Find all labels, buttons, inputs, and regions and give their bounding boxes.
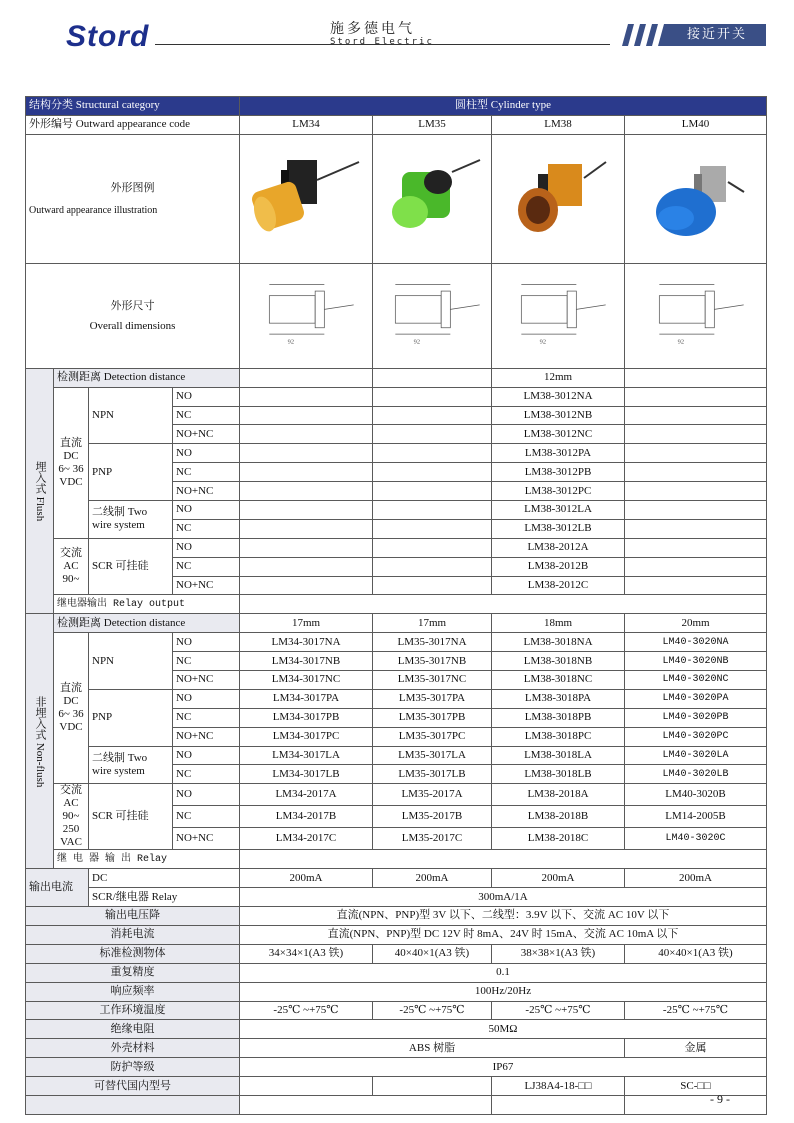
detect-value: 12mm [492, 368, 625, 387]
model-number: LM40-3020NB [625, 652, 767, 671]
model-number: LM35-3017PA [373, 689, 492, 708]
dc-supply-label: 直流 DC 6~ 36 VDC [54, 387, 89, 538]
table-row [26, 614, 767, 633]
model-number: LM38-3018PA [492, 689, 625, 708]
model-number [373, 557, 492, 576]
table-row [26, 368, 767, 387]
model-number: LM38-3012NA [492, 387, 625, 406]
detect-value: 17mm [373, 614, 492, 633]
contact-type: NO [173, 746, 240, 765]
dimension-drawing [641, 274, 751, 354]
model-number: LM38-3018PC [492, 727, 625, 746]
model-number: LM38-3018LB [492, 765, 625, 784]
dimensions-LM40 [625, 263, 767, 368]
model-number: LM38-3012NB [492, 406, 625, 425]
empty-cell [26, 1095, 240, 1114]
output-type: 二线制 Two wire system [89, 501, 173, 539]
table-row [26, 263, 767, 368]
model-number: LM34-3017NB [240, 652, 373, 671]
table-row [26, 1001, 767, 1020]
model-number: LM40-3020LB [625, 765, 767, 784]
empty-cell [240, 1095, 492, 1114]
model-number: LM38-2018C [492, 828, 625, 850]
output-type: PNP [89, 444, 173, 501]
spec-table [25, 96, 767, 1115]
dc-label: DC [89, 869, 240, 888]
table-row [26, 869, 767, 888]
output-type: NPN [89, 633, 173, 690]
company-logo: Stord [66, 20, 150, 53]
model-number [240, 387, 373, 406]
model-number [625, 425, 767, 444]
model-number: LM40-3020PB [625, 708, 767, 727]
relay-label: SCR/继电器 Relay [89, 888, 240, 907]
dimensions-LM38 [492, 263, 625, 368]
model-number: LM35-3017PB [373, 708, 492, 727]
dimension-drawing [251, 274, 361, 354]
model-number [373, 482, 492, 501]
table-row [26, 850, 767, 869]
model-number: LM38-3018NB [492, 652, 625, 671]
page-number: - 9 - [710, 1092, 730, 1106]
contact-type: NO+NC [173, 482, 240, 501]
header-stripes [612, 24, 672, 46]
model-photo-LM35 [373, 134, 492, 263]
model-photo-LM40 [625, 134, 767, 263]
model-number: LM38-2018B [492, 806, 625, 828]
repeat-value: 0.1 [240, 963, 767, 982]
repeat-label: 重复精度 [26, 963, 240, 982]
contact-type: NC [173, 406, 240, 425]
table-row [26, 1058, 767, 1077]
spec-label: 输出电压降 [26, 907, 240, 926]
temp-label: 工作环境温度 [26, 1001, 240, 1020]
model-number [625, 519, 767, 538]
output-current-label: 输出电流 [26, 869, 89, 907]
model-number: LM40-3020LA [625, 746, 767, 765]
lm34-photo [251, 152, 361, 242]
table-row [26, 746, 767, 765]
model-number [373, 387, 492, 406]
alt-model: SC-□□ [625, 1077, 767, 1096]
empty-cell [492, 1095, 625, 1114]
temp-value: -25℃ ~+75℃ [240, 1001, 373, 1020]
model-number: LM34-3017PC [240, 727, 373, 746]
std-object: 34×34×1(A3 铁) [240, 944, 373, 963]
contact-type: NC [173, 708, 240, 727]
model-LM35: LM35 [373, 115, 492, 134]
model-number [625, 501, 767, 520]
output-type: 二线制 Two wire system [89, 746, 173, 784]
model-LM34: LM34 [240, 115, 373, 134]
struct-value: 圆柱型 Cylinder type [240, 97, 767, 116]
model-number: LM38-3012LA [492, 501, 625, 520]
contact-type: NO [173, 501, 240, 520]
model-number: LM35-2017C [373, 828, 492, 850]
detect-value: 17mm [240, 614, 373, 633]
std-object: 38×38×1(A3 铁) [492, 944, 625, 963]
dimension-drawing [503, 274, 613, 354]
illustration-label [26, 134, 240, 263]
temp-value: -25℃ ~+75℃ [492, 1001, 625, 1020]
alt-model [240, 1077, 373, 1096]
ac-supply-label: 交流 AC 90~ 250 VAC [54, 784, 89, 850]
model-number [240, 538, 373, 557]
dimensions-label [26, 263, 240, 368]
model-number [240, 463, 373, 482]
table-row [26, 982, 767, 1001]
model-number [373, 519, 492, 538]
temp-value: -25℃ ~+75℃ [373, 1001, 492, 1020]
material-label: 外壳材料 [26, 1039, 240, 1058]
alt-model: LJ38A4-18-□□ [492, 1077, 625, 1096]
model-number: LM34-2017B [240, 806, 373, 828]
material-value-metal: 金属 [625, 1039, 767, 1058]
model-number: LM38-2012C [492, 576, 625, 595]
std-object-label: 标准检测物体 [26, 944, 240, 963]
model-number: LM34-3017LB [240, 765, 373, 784]
model-number [240, 406, 373, 425]
model-number: LM38-3012PB [492, 463, 625, 482]
lm38-photo [508, 152, 608, 242]
spec-value: 直流(NPN、PNP)型 DC 12V 时 8mA、24V 时 15mA、交流 AC 10mA 以下 [240, 925, 767, 944]
table-row [26, 633, 767, 652]
model-number: LM35-3017NA [373, 633, 492, 652]
model-number: LM38-2018A [492, 784, 625, 806]
material-value: ABS 树脂 [240, 1039, 625, 1058]
output-type: SCR 可挂硅 [89, 538, 173, 595]
table-row [26, 595, 767, 614]
table-row [26, 538, 767, 557]
model-number [373, 576, 492, 595]
model-number: LM38-2012A [492, 538, 625, 557]
relay-output-label: 继 电 器 输 出 Relay [54, 850, 240, 869]
model-number [240, 557, 373, 576]
model-number: LM40-3020NC [625, 671, 767, 690]
relay-current: 300mA/1A [240, 888, 767, 907]
model-LM38: LM38 [492, 115, 625, 134]
model-number [625, 482, 767, 501]
model-number: LM38-3012LB [492, 519, 625, 538]
dc-supply-label: 直流 DC 6~ 36 VDC [54, 633, 89, 784]
relay-empty [240, 850, 767, 869]
model-number [240, 519, 373, 538]
model-number [373, 463, 492, 482]
model-number: LM34-3017PA [240, 689, 373, 708]
lm35-photo [382, 152, 482, 242]
model-number: LM35-2017B [373, 806, 492, 828]
svg-text:92: 92 [539, 338, 547, 346]
ip-label: 防护等级 [26, 1058, 240, 1077]
table-row [26, 925, 767, 944]
contact-type: NC [173, 806, 240, 828]
model-number [625, 406, 767, 425]
flush-label: 埋入式 Flush [26, 368, 54, 614]
model-number: LM34-3017NC [240, 671, 373, 690]
insulation-value: 50MΩ [240, 1020, 767, 1039]
table-row [26, 1020, 767, 1039]
contact-type: NO+NC [173, 576, 240, 595]
table-row [26, 1077, 767, 1096]
output-type: PNP [89, 689, 173, 746]
model-photo-LM34 [240, 134, 373, 263]
contact-type: NO+NC [173, 828, 240, 850]
company-name-en: Stord Electric [330, 37, 434, 47]
contact-type: NO [173, 689, 240, 708]
table-row [26, 134, 767, 263]
code-label: 外形编号 Outward appearance code [26, 115, 240, 134]
table-row [26, 784, 767, 806]
detect-value [240, 368, 373, 387]
table-row [26, 115, 767, 134]
model-number: LM40-3020B [625, 784, 767, 806]
std-object: 40×40×1(A3 铁) [625, 944, 767, 963]
model-number: LM40-3020PA [625, 689, 767, 708]
contact-type: NO+NC [173, 425, 240, 444]
model-number [373, 425, 492, 444]
contact-type: NO [173, 784, 240, 806]
model-number [240, 482, 373, 501]
table-row [26, 907, 767, 926]
model-number: LM38-3012PC [492, 482, 625, 501]
contact-type: NC [173, 765, 240, 784]
model-number: LM38-3018NA [492, 633, 625, 652]
contact-type: NO [173, 387, 240, 406]
model-number: LM35-2017A [373, 784, 492, 806]
model-number: LM38-3018LA [492, 746, 625, 765]
model-number [240, 425, 373, 444]
output-type: NPN [89, 387, 173, 444]
dimension-drawing [377, 274, 487, 354]
detect-value [373, 368, 492, 387]
model-number [240, 501, 373, 520]
svg-text:92: 92 [287, 338, 295, 346]
contact-type: NO [173, 633, 240, 652]
detect-value: 20mm [625, 614, 767, 633]
model-number: LM38-2012B [492, 557, 625, 576]
table-row [26, 1039, 767, 1058]
contact-type: NO+NC [173, 671, 240, 690]
model-number: LM40-3020PC [625, 727, 767, 746]
model-number: LM14-2005B [625, 806, 767, 828]
spec-label: 消耗电流 [26, 925, 240, 944]
detect-label: 检测距离 Detection distance [54, 614, 240, 633]
model-number: LM40-3020C [625, 828, 767, 850]
table-row [26, 1095, 767, 1114]
table-row [26, 387, 767, 406]
alt-label: 可替代国内型号 [26, 1077, 240, 1096]
contact-type: NO [173, 538, 240, 557]
table-row [26, 689, 767, 708]
dimensions-LM34 [240, 263, 373, 368]
nonflush-label: 非埋入式 Non-flush [26, 614, 54, 869]
freq-label: 响应频率 [26, 982, 240, 1001]
model-number [625, 538, 767, 557]
empty-cell [625, 1095, 767, 1114]
dc-current: 200mA [240, 869, 373, 888]
model-number: LM34-2017C [240, 828, 373, 850]
model-number: LM38-3012PA [492, 444, 625, 463]
illustration-label-en: Outward appearance illustration [29, 204, 158, 216]
table-row [26, 97, 767, 116]
detect-value: 18mm [492, 614, 625, 633]
relay-output-label: 继电器输出 Relay output [54, 595, 240, 614]
model-number [625, 444, 767, 463]
model-number [373, 406, 492, 425]
model-number [240, 444, 373, 463]
model-number: LM35-3017LA [373, 746, 492, 765]
model-photo-LM38 [492, 134, 625, 263]
freq-value: 100Hz/20Hz [240, 982, 767, 1001]
table-row [26, 501, 767, 520]
contact-type: NC [173, 557, 240, 576]
model-number: LM35-3017NB [373, 652, 492, 671]
detect-label: 检测距离 Detection distance [54, 368, 240, 387]
contact-type: NC [173, 519, 240, 538]
dc-current: 200mA [373, 869, 492, 888]
model-number [373, 501, 492, 520]
temp-value: -25℃ ~+75℃ [625, 1001, 767, 1020]
svg-text:92: 92 [413, 338, 421, 346]
model-number: LM40-3020NA [625, 633, 767, 652]
category-badge: 接近开关 [668, 24, 766, 46]
model-LM40: LM40 [625, 115, 767, 134]
table-row [26, 444, 767, 463]
table-row [26, 944, 767, 963]
dimensions-label-cn: 外形尺寸 [110, 298, 155, 312]
model-number [373, 444, 492, 463]
alt-model [373, 1077, 492, 1096]
detect-value [625, 368, 767, 387]
ip-value: IP67 [240, 1058, 767, 1077]
model-number [240, 576, 373, 595]
table-row [26, 888, 767, 907]
dimensions-label-en: Overall dimensions [89, 319, 176, 332]
table-row [26, 963, 767, 982]
model-number [373, 538, 492, 557]
model-number [625, 576, 767, 595]
illustration-label-cn: 外形图例 [110, 180, 155, 194]
model-number: LM38-3018NC [492, 671, 625, 690]
company-name-cn: 施多德电气 [330, 21, 415, 37]
lm40-photo [646, 152, 746, 242]
model-number [625, 387, 767, 406]
model-number: LM34-3017PB [240, 708, 373, 727]
svg-text:92: 92 [677, 338, 684, 346]
model-number [625, 557, 767, 576]
model-number: LM35-3017NC [373, 671, 492, 690]
model-number: LM38-3018PB [492, 708, 625, 727]
relay-empty [240, 595, 767, 614]
model-number [625, 463, 767, 482]
insulation-label: 绝缘电阻 [26, 1020, 240, 1039]
model-number: LM35-3017PC [373, 727, 492, 746]
contact-type: NO+NC [173, 727, 240, 746]
model-number: LM38-3012NC [492, 425, 625, 444]
model-number: LM34-2017A [240, 784, 373, 806]
dimensions-LM35 [373, 263, 492, 368]
dc-current: 200mA [625, 869, 767, 888]
model-number: LM35-3017LB [373, 765, 492, 784]
spec-value: 直流(NPN、PNP)型 3V 以下、二线型：3.9V 以下、交流 AC 10V 以下 [240, 907, 767, 926]
model-number: LM34-3017LA [240, 746, 373, 765]
std-object: 40×40×1(A3 铁) [373, 944, 492, 963]
output-type: SCR 可挂硅 [89, 784, 173, 850]
contact-type: NO [173, 444, 240, 463]
dc-current: 200mA [492, 869, 625, 888]
model-number: LM34-3017NA [240, 633, 373, 652]
contact-type: NC [173, 652, 240, 671]
struct-label: 结构分类 Structural category [26, 97, 240, 116]
ac-supply-label: 交流 AC 90~ [54, 538, 89, 595]
contact-type: NC [173, 463, 240, 482]
